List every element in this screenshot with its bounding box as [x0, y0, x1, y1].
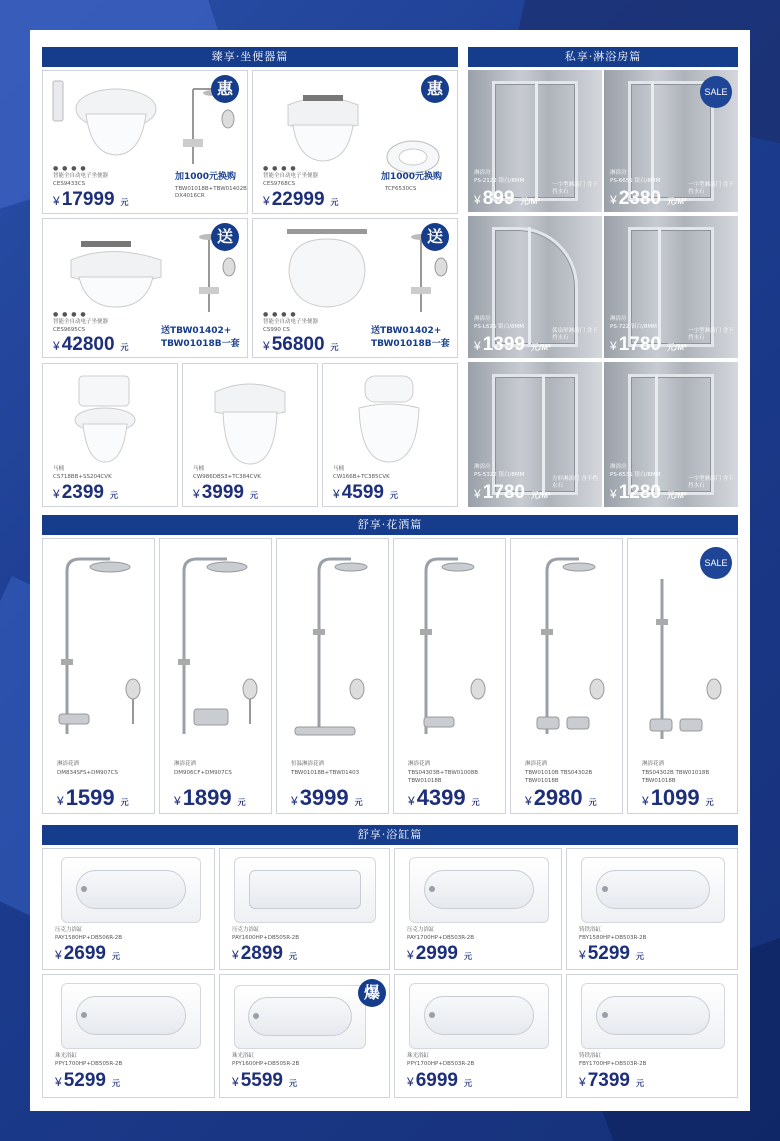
price: ¥ 5299 元: [55, 1070, 120, 1091]
product-desc: 淋浴花洒: [525, 761, 548, 767]
price: ¥1099 元: [642, 785, 714, 810]
price: ¥ 5599 元: [232, 1070, 297, 1091]
product-card-shower-6[interactable]: [627, 538, 738, 814]
product-card-shower-4[interactable]: [393, 538, 506, 814]
smart-toilet-image: [273, 85, 373, 165]
product-card-toilet-2[interactable]: [252, 70, 458, 214]
price: ¥ 1780 元/M²: [474, 482, 551, 503]
price: ¥ 3999 元: [193, 482, 258, 503]
toilet-image: [65, 372, 145, 467]
product-card-toilet-6[interactable]: [182, 363, 318, 507]
price: ¥ 6999 元: [407, 1070, 472, 1091]
bathtub-image: [234, 857, 376, 923]
product-note: 一字型淋浴门 含下挡水石: [688, 476, 734, 489]
product-desc: 铸铁浴缸: [579, 927, 602, 933]
product-model: DM834SFS+DM907CS: [57, 770, 118, 776]
price: ¥4399 元: [408, 785, 480, 810]
product-card-bathtub-2[interactable]: [219, 848, 390, 970]
smart-toilet-image: [51, 79, 161, 159]
product-model: FBY1700HP+DB503R-2B: [579, 1061, 647, 1067]
bathtub-image: [581, 983, 725, 1049]
gift-badge: 送: [211, 223, 239, 251]
product-desc: 智能全自动电子坐便器: [53, 319, 109, 325]
price: ¥3999 元: [291, 785, 363, 810]
sale-badge: SALE: [700, 547, 732, 579]
product-card-bathtub-8[interactable]: [566, 974, 738, 1098]
product-card-bathtub-1[interactable]: [42, 848, 215, 970]
product-card-bathtub-7[interactable]: [394, 974, 562, 1098]
product-card-shower-1[interactable]: [42, 538, 155, 814]
product-model: PS-722 银白/8MM: [610, 324, 657, 330]
product-note: 一字型淋浴门 含下挡水石: [552, 182, 598, 195]
promo-text: TBW01018B一套: [371, 339, 450, 349]
product-model: TBS04303B+TBW01008B: [408, 770, 479, 776]
shower-set-image: [523, 549, 613, 749]
toilet-seat-image: [383, 135, 443, 175]
product-desc: 淋浴花洒: [408, 761, 431, 767]
price: ¥ 2399 元: [53, 482, 118, 503]
product-model: PS-5322 银白/8MM: [474, 472, 525, 478]
price: ¥ 56800 元: [263, 334, 339, 355]
bathtub-image: [581, 857, 725, 923]
product-model: PAY1600HP+DB505R-2B: [232, 935, 300, 941]
product-model: CW986DBS3+TC384CVK: [193, 474, 261, 480]
shower-set-image: [640, 569, 730, 749]
promo-text: 送TBW01402+: [161, 326, 232, 336]
bathtub-image: [409, 983, 549, 1049]
product-desc: 马桶: [193, 466, 205, 472]
product-card-toilet-7[interactable]: [322, 363, 458, 507]
product-model: TBW01018B+TBW01403: [291, 770, 360, 776]
feature-icons: ● ● ● ●: [263, 311, 297, 318]
price: ¥ 2999 元: [407, 943, 472, 964]
product-desc: 淋浴花洒: [57, 761, 80, 767]
product-desc: 淋浴花洒: [174, 761, 197, 767]
shower-set-image: [289, 549, 379, 749]
product-desc: 铸铁浴缸: [579, 1053, 602, 1059]
product-desc: 淋浴房: [474, 316, 491, 322]
product-model: PS-6531 银白/8MM: [610, 472, 661, 478]
price: ¥ 17999 元: [53, 189, 129, 210]
product-note: 一字型淋浴门 含下挡水石: [688, 328, 734, 341]
product-card-shower-room-3[interactable]: [468, 216, 602, 358]
promo-desc: TBW01018B+TBW01402B: [175, 186, 247, 192]
product-desc: 淋浴房: [474, 170, 491, 176]
product-card-toilet-1[interactable]: [42, 70, 248, 214]
section-header-shower-room: 私享·淋浴房篇: [468, 47, 738, 67]
product-card-toilet-4[interactable]: [252, 218, 458, 358]
product-model: DM906CF+DM907CS: [174, 770, 232, 776]
product-model: CES9768CS: [263, 181, 296, 187]
product-desc: 恒温淋浴花洒: [291, 761, 325, 767]
product-model: TBW01018B: [642, 778, 676, 784]
product-model: CES9695CS: [53, 327, 86, 333]
promo-desc: DX4016CR: [175, 193, 205, 199]
product-desc: 马桶: [333, 466, 345, 472]
product-desc: 智能全自动电子坐便器: [263, 319, 319, 325]
promo-text: 加1000元换购: [175, 172, 237, 182]
price: ¥ 1780 元/M²: [610, 334, 687, 355]
promo-text: 送TBW01402+: [371, 326, 442, 336]
price: ¥ 1399 元/M²: [474, 334, 551, 355]
product-model: PAY1580HP+DB506R-2B: [55, 935, 123, 941]
product-card-toilet-3[interactable]: [42, 218, 248, 358]
price: ¥ 2899 元: [232, 943, 297, 964]
product-card-bathtub-6[interactable]: [219, 974, 390, 1098]
sale-badge: SALE: [700, 76, 732, 108]
price: ¥ 5299 元: [579, 943, 644, 964]
price: ¥ 899 元/M²: [474, 188, 540, 209]
feature-icons: ● ● ● ●: [263, 165, 297, 172]
product-model: PS-L625 银白/8MM: [474, 324, 524, 330]
shower-set-image: [172, 549, 262, 749]
product-model: CS718BB+SS204CVK: [53, 474, 112, 480]
product-card-shower-3[interactable]: [276, 538, 389, 814]
product-card-bathtub-3[interactable]: [394, 848, 562, 970]
product-model: PPY1700HP+DB505R-2B: [55, 1061, 123, 1067]
bathtub-image: [234, 985, 366, 1049]
product-model: PPY1600HP+DB505R-2B: [232, 1061, 300, 1067]
price: ¥ 2699 元: [55, 943, 120, 964]
smart-toilet-image: [61, 235, 171, 310]
section-header-bathtub: 舒享·浴缸篇: [42, 825, 738, 845]
product-model: PS-6651 银白/8MM: [610, 178, 661, 184]
price: ¥ 1280 元/M²: [610, 482, 687, 503]
product-model: TBS04302B TBW01018B: [642, 770, 710, 776]
product-desc: 淋浴房: [610, 464, 627, 470]
product-model: PS-2122 银白/8MM: [474, 178, 525, 184]
product-desc: 压克力浴缸: [55, 927, 83, 933]
promo-badge: 惠: [211, 75, 239, 103]
bathtub-image: [409, 857, 549, 923]
product-note: 方形淋浴门 含下挡水石: [552, 476, 598, 489]
product-card-shower-room-1[interactable]: [468, 70, 602, 212]
product-desc: 智能全自动电子坐便器: [263, 173, 319, 179]
toilet-image: [205, 372, 295, 467]
product-model: TBW01010B TBS04302B: [525, 770, 593, 776]
price: ¥ 7399 元: [579, 1070, 644, 1091]
price: ¥ 42800 元: [53, 334, 129, 355]
promo-badge: 惠: [421, 75, 449, 103]
product-note: 一字型淋浴门 含下挡水石: [688, 182, 734, 195]
product-card-shower-room-2[interactable]: [604, 70, 738, 212]
product-desc: 淋浴花洒: [642, 761, 665, 767]
product-card-shower-room-6[interactable]: [604, 362, 738, 507]
product-model: PPY1700HP+DB503R-2B: [407, 1061, 475, 1067]
price: ¥1599 元: [57, 785, 129, 810]
toilet-image: [349, 372, 429, 467]
feature-icons: ● ● ● ●: [53, 311, 87, 318]
product-card-shower-5[interactable]: [510, 538, 623, 814]
product-card-toilet-5[interactable]: [42, 363, 178, 507]
product-model: TBW01018B: [525, 778, 559, 784]
price: ¥ 22999 元: [263, 189, 339, 210]
product-desc: 珠光浴缸: [407, 1053, 430, 1059]
smart-toilet-image: [277, 227, 377, 312]
promo-desc: TCF6530CS: [385, 186, 417, 192]
shower-set-image: [406, 549, 496, 749]
product-desc: 智能全自动电子坐便器: [53, 173, 109, 179]
product-desc: 淋浴房: [474, 464, 491, 470]
product-model: CS990 CS: [263, 327, 290, 333]
bathtub-image: [61, 857, 201, 923]
product-desc: 珠光浴缸: [55, 1053, 78, 1059]
price: ¥ 2380 元/M²: [610, 188, 687, 209]
product-model: PAY1700HP+DB503R-2B: [407, 935, 475, 941]
catalog-page: [30, 30, 750, 1111]
product-model: FBY1580HP+DB503R-2B: [579, 935, 647, 941]
product-model: TBW01018B: [408, 778, 442, 784]
promo-text: 加1000元换购: [381, 172, 443, 182]
product-card-shower-room-4[interactable]: [604, 216, 738, 358]
product-model: CW166B+TC385CVK: [333, 474, 390, 480]
product-desc: 马桶: [53, 466, 65, 472]
product-note: 弧扇形淋浴门 含下挡水石: [552, 328, 598, 341]
product-card-bathtub-4[interactable]: [566, 848, 738, 970]
product-card-shower-room-5[interactable]: [468, 362, 602, 507]
product-desc: 淋浴房: [610, 170, 627, 176]
bathtub-image: [61, 983, 201, 1049]
section-header-shower: 舒享·花洒篇: [42, 515, 738, 535]
product-desc: 压克力浴缸: [232, 927, 260, 933]
product-card-shower-2[interactable]: [159, 538, 272, 814]
gift-badge: 送: [421, 223, 449, 251]
promo-text: TBW01018B一套: [161, 339, 240, 349]
price: ¥ 4599 元: [333, 482, 398, 503]
price: ¥2980 元: [525, 785, 597, 810]
product-desc: 珠光浴缸: [232, 1053, 255, 1059]
section-header-toilet: 臻享·坐便器篇: [42, 47, 458, 67]
product-model: CES9433CS: [53, 181, 86, 187]
hot-badge: 爆: [358, 979, 386, 1007]
product-desc: 淋浴房: [610, 316, 627, 322]
price: ¥1899 元: [174, 785, 246, 810]
shower-set-image: [55, 549, 145, 749]
feature-icons: ● ● ● ●: [53, 165, 87, 172]
product-card-bathtub-5[interactable]: [42, 974, 215, 1098]
product-desc: 压克力浴缸: [407, 927, 435, 933]
